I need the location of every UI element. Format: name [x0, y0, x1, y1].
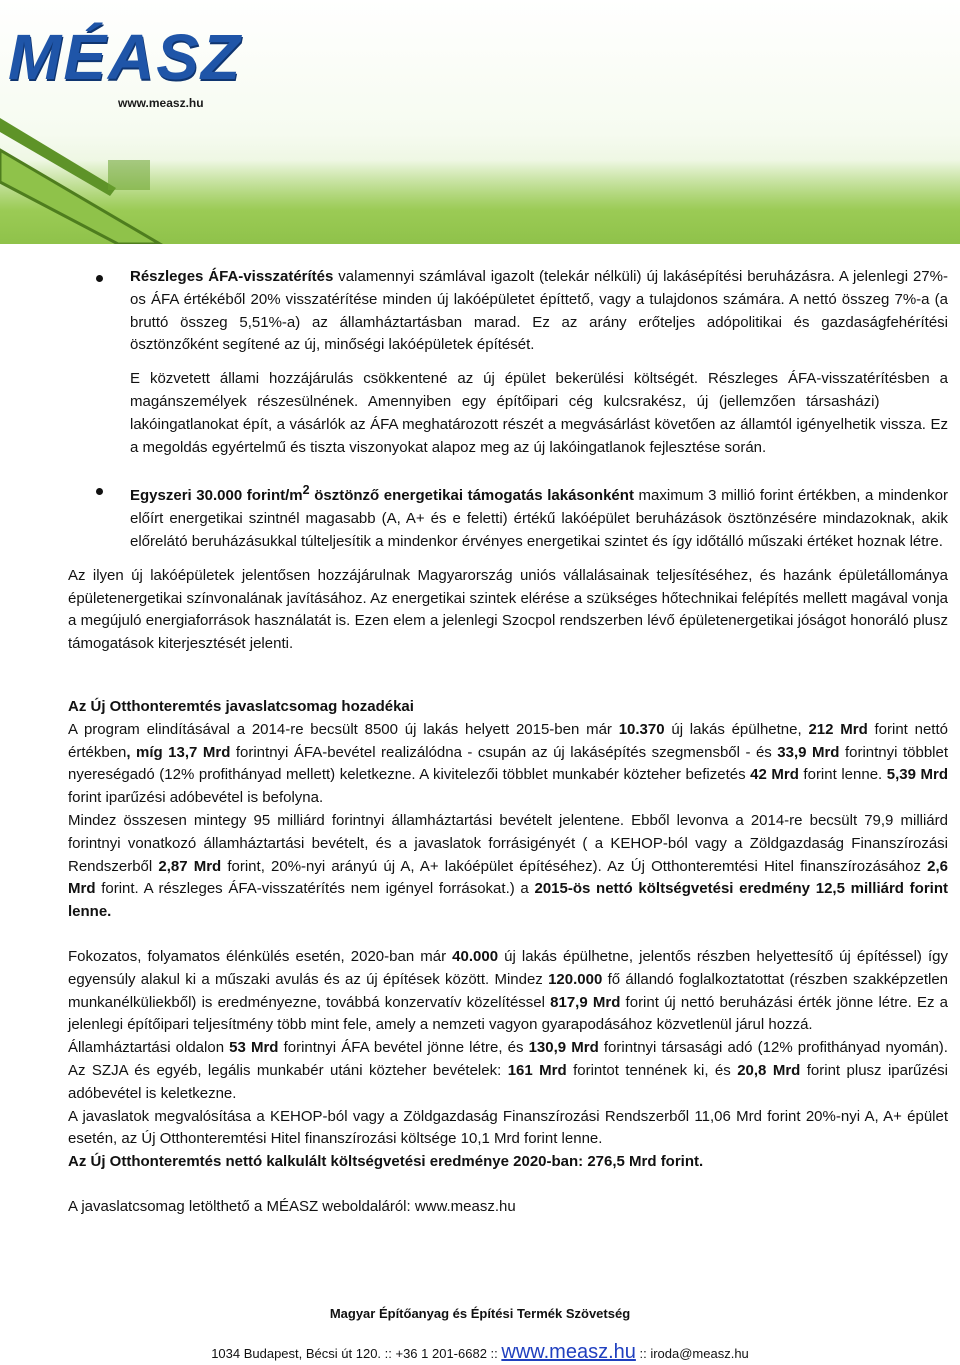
afa-continuation-a: E közvetett állami hozzájárulás csökkentené az új épület bekerülési költségét. Részleges ÁFA-visszatérítésben a magánszemélyek részesülnének. Amennyiben egy építőipari cég kulcsrakész, új (jellemzően társasházi)	[130, 370, 948, 410]
section-title-text: Az Új Otthonteremtés javaslatcsomag hozadékai	[68, 697, 414, 715]
footer-address: 1034 Budapest, Bécsi út 120. :: +36 1 201-6682 ::	[211, 1346, 502, 1361]
p6-bold: Az Új Otthonteremtés nettó kalkulált költségvetési eredménye 2020-ban: 276,5 Mrd forint.	[68, 1153, 704, 1171]
bullet-icon	[96, 275, 103, 282]
afa-continuation	[68, 368, 948, 459]
bullet-icon	[96, 488, 103, 495]
p4-bold: 53 Mrd	[229, 1039, 279, 1057]
p2-text: Mindez összesen mintegy 95 milliárd forintnyi államháztartási bevételt jelentene. Ebből levonva a 2014-re becsült 79,9 milliárd forintnyi vonatkozó államháztartási bevételt, és a javaslatok forrásigényét ( a KEHOP-ból vagy a Zöldgazdaság Finanszírozási Rendszerből	[68, 811, 948, 875]
p1-bold: , míg 13,7 Mrd	[126, 743, 231, 761]
p1-text: forint lenne.	[798, 766, 887, 784]
p1-bold: 212 Mrd	[808, 720, 868, 738]
bullet-energy-sup: 2	[302, 483, 310, 498]
p1-text: forint iparűzési adóbevétel is befolyna.	[68, 789, 324, 807]
bullet-item-afa	[68, 266, 948, 357]
p1-bold: 10.370	[618, 720, 665, 738]
bullet-item-energy	[68, 479, 948, 553]
p1-bold: 5,39 Mrd	[886, 766, 949, 784]
logo-url: www.measz.hu	[118, 96, 204, 110]
p3-bold: 817,9 Mrd	[550, 993, 621, 1011]
download-text: A javaslatcsomag letölthető a MÉASZ weboldaláról: www.measz.hu	[68, 1197, 516, 1215]
page-footer	[0, 1306, 960, 1364]
p4-bold: 161 Mrd	[507, 1061, 567, 1079]
energy-paragraph	[68, 565, 948, 656]
paragraph-download	[68, 1196, 948, 1219]
p1-bold: 42 Mrd	[750, 766, 799, 784]
section-title	[68, 696, 948, 719]
p1-text: A program elindításával a 2014-re becsült 8500 új lakás helyett 2015-ben már	[68, 720, 619, 738]
p3-text: Fokozatos, folyamatos élénkülés esetén, 2020-ban már	[68, 947, 453, 965]
footer-email: :: iroda@measz.hu	[635, 1346, 749, 1361]
p4-text: forint plusz iparűzési adóbevétel is keletkezne.	[68, 1061, 948, 1102]
measz-logo: MÉASZ	[8, 21, 242, 93]
p3-text: új lakás épülhetne, jelentős részben helyettesítő új építéssel) így egyensúly alakul ki a műszaki avulás és az új építések között. Mindez	[68, 947, 948, 988]
paragraph-kehop	[68, 1106, 948, 1152]
p3-bold: 120.000	[548, 970, 603, 988]
page-header	[0, 0, 960, 244]
paragraph-2015	[68, 719, 948, 810]
p4-text: forintnyi társasági adó (12% profithányad nyomán). Az SZJA és egyéb, legális munkabér utáni közteher bevételek:	[68, 1039, 948, 1079]
p2-bold: 2,6 Mrd	[68, 857, 948, 898]
footer-website-link[interactable]: www.measz.hu	[501, 1341, 636, 1363]
p3-text: forint új nettó beruházási érték jönne létre. Ez a jelenlegi építőipari teljesítmény több mint fele, amely a nemzeti vagyon gyarapodásához közvetlenül járul hozzá.	[68, 993, 948, 1034]
p2-text: forint, 20%-nyi arányú új A, A+ lakóépület építéséhez). Az Új Otthonteremtési Hitel finanszírozásához	[221, 857, 928, 875]
bullet-energy-title-a: Egyszeri 30.000 forint/m	[130, 487, 303, 505]
paragraph-summary-2015	[68, 810, 948, 924]
p1-bold: 33,9 Mrd	[777, 743, 840, 761]
paragraph-result-2020	[68, 1151, 948, 1174]
p1-text: forint nettó értékben	[68, 720, 948, 761]
p5-text: A javaslatok megvalósítása a KEHOP-ból vagy a Zöldgazdaság Finanszírozási Rendszerből 11,06 Mrd forint 20%-nyi A, A+ épület esetén, az Új Otthonteremtési Hitel finanszírozási költsége 10,1 Mrd forint lenne.	[68, 1107, 948, 1148]
footer-contact	[0, 1341, 960, 1364]
bullet-afa-text: valamennyi számlával igazolt (telekár nélküli) új lakásépítési beruházásra. A jelenlegi 27%-os ÁFA értékéből 20% visszatérítése minden új lakóépületet építtető, vagy a tulajdonos számára. A nettó összeg 7%-a (a bruttó összeg 5,51%-a) az államháztartásban marad. Ez az arány erőteljes adópolitikai és gazdaságfehérítési ösztönzőként segítené az új, minőségi lakóépületek építését.	[130, 268, 948, 354]
footer-org-name: Magyar Építőanyag és Építési Termék Szövetség	[329, 1306, 631, 1321]
p4-text: forintnyi ÁFA bevétel jönne létre, és	[278, 1039, 529, 1057]
p4-bold: 20,8 Mrd	[737, 1061, 801, 1079]
bullet-energy-title-b: ösztönző energetikai támogatás lakásonként	[309, 487, 634, 505]
afa-continuation-b: lakóingatlanokat épít, a vásárlók az ÁFA meghatározott részét a megvásárlást követően az államtól igényelhetik vissza. Ez a megoldás egyértelmű és tiszta viszonyokat alapoz meg az új lakóingatlanok fejlesztése során.	[130, 415, 948, 456]
paragraph-state-budget	[68, 1037, 948, 1105]
p4-bold: 130,9 Mrd	[528, 1039, 599, 1057]
p2-bold: 2,87 Mrd	[158, 857, 222, 875]
p2-text: forint. A részleges ÁFA-visszatérítés nem igényel forrásokat.) a	[95, 880, 535, 898]
p1-text: forintnyi többlet nyereségadó (12% profithányad mellett) keletkezne. A kivitelezői többlet munkabér közteher befizetés	[68, 743, 948, 784]
paragraph-2020	[68, 946, 948, 1037]
p4-text: Államháztartási oldalon	[68, 1039, 230, 1057]
p3-bold: 40.000	[452, 947, 499, 965]
bullet-energy-text: maximum 3 millió forint értékben, a mindenkor előírt energetikai szintnél magasabb (A, A+ és e feletti) értékű lakóépület beruházások ösztönzésére mindazoknak, akik előrelátó beruházásukkal túlteljesítik a mindenkor érvényes energetikai szintet és így időtálló műszaki értéket hoznak létre.	[130, 487, 948, 550]
p4-text: forintot tennének ki, és	[566, 1061, 738, 1079]
p3-text: fő állandó foglalkoztatottat (részben szakképzetlen munkanélküliekből) is eredményezne, továbbá konzervatív közelítéssel	[68, 970, 949, 1011]
bullet-afa-title: Részleges ÁFA-visszatérítés	[130, 268, 334, 285]
p1-text: új lakás épülhetne,	[664, 720, 809, 738]
document-body	[68, 266, 948, 1219]
p1-text: forintnyi ÁFA-bevétel realizálódna - csupán az új lakásépítés szegmensből - és	[230, 743, 778, 761]
energy-paragraph-text: Az ilyen új lakóépületek jelentősen hozzájárulnak Magyarország uniós vállalásainak teljesítéséhez, és hazánk épületállománya épületenergetikai színvonalának javításához. Az energetikai szintek elérése a szükséges hőtechnikai felépítés mellett magával vonja a megújuló energiaforrások használatát is. Ezen elem a jelenlegi Szocpol rendszerben lévő épületenergetikai jóságot honoráló plusz támogatások kiterjesztését jelenti.	[68, 566, 948, 653]
p2-bold: 2015-ös nettó költségvetési eredmény 12,5 milliárd forint lenne.	[68, 880, 948, 921]
